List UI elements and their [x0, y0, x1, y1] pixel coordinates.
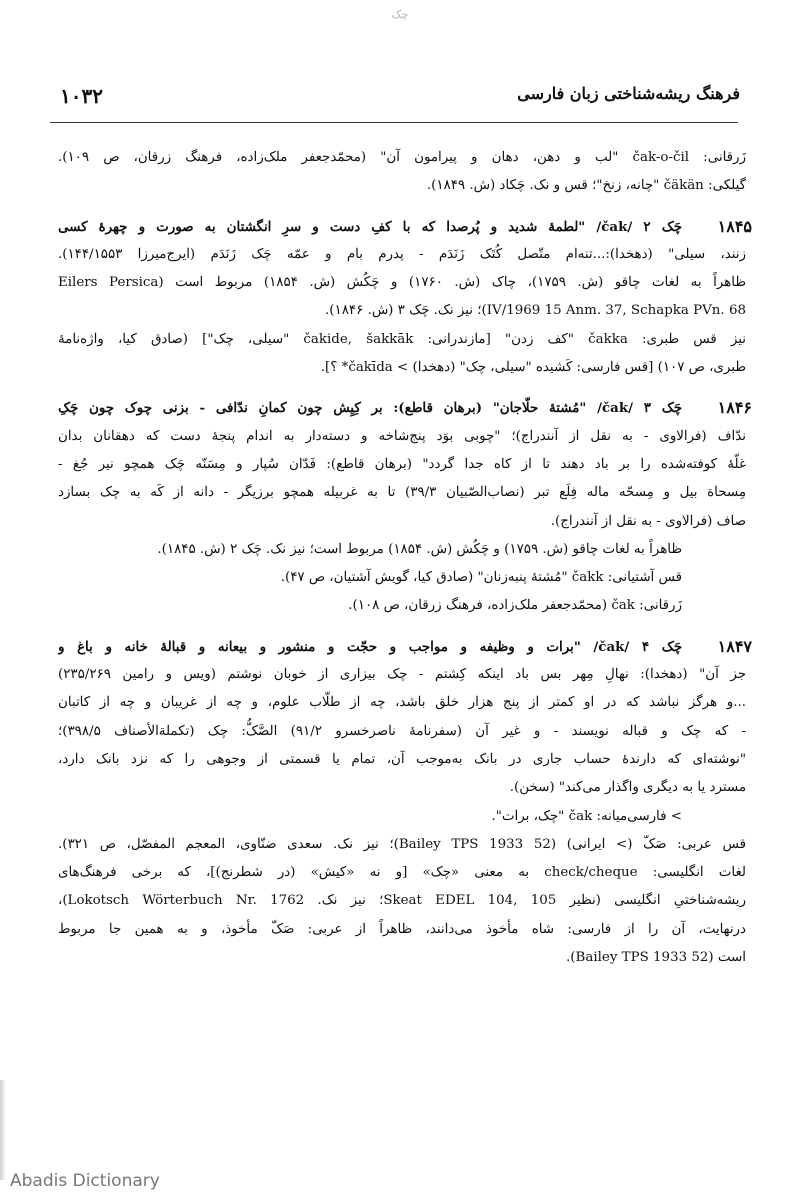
intro-paragraph — [58, 144, 746, 201]
page-header — [60, 84, 740, 114]
text-line: "نوشته‌ای که دارندهٔ حساب جاری در بانک به‌موجب آن، تمام یا قسمتی از وجوهی را که نزد بانک دارد، — [58, 751, 746, 767]
text-line: صاف (فرالاوی - به نقل از آنندراج). — [550, 513, 746, 529]
text-line: ...و هرگز نباشد که در او کمتر از پنج هزار خلق باشد، چه از طلّاب علوم، و چه از غریبان و چه از کاتبان — [58, 695, 746, 711]
text-line: جز آن" (دهخدا): نهالِ مِهر بس باد اینکه کِشتم - چک بیزاری از خوبان نوشتم (ویس و رامین ۲۳۵/۲۶۹) — [58, 667, 746, 683]
header-rule — [50, 122, 738, 123]
text-line: درنهایت، آن را از فارسی: شاه مأخوذ می‌دانند، ظاهراً از عربی: صَکّ مأخوذ، و به همین جا مربوط — [58, 921, 746, 937]
text-line: ندّاف (فرالاوی - به نقل از آنندراج)؛ "چوبی بوَد پنج‌شاخه و دسته‌دار به اندام پنجهٔ دست که دهقانان بدان — [58, 428, 746, 444]
text-line: ریشه‌شناختیِ انگلیسی (نظیر Skeat EDEL 104, 105؛ نیز نک. Lokotsch Wörterbuch Nr. 1762)، — [58, 893, 746, 909]
entry-number: ۱۸۴۵ — [717, 216, 752, 236]
entry-1847 — [58, 633, 752, 831]
text-line: IV/1969 15 Anm. 37, Schapka PVn. 68)؛ نیز نک. چَک ۳ (ش. ۱۸۴۶). — [325, 303, 746, 319]
text-line: مِسحاة بیل و مِسحّه ماله فِلَع تبر (نصاب‌الصّبیان ۳۹/۳) تا به غربیله همچو برزیگر - دانه از کَه به چک بسازد — [58, 485, 746, 501]
page-body — [58, 144, 752, 972]
text-line: زَرقانی: čak (محمّدجعفر ملک‌زاده، فرهنگ زرقان، ص ۱۰۸). — [348, 598, 682, 614]
page-number: ۱۰۳۲ — [60, 84, 103, 108]
text-line: > فارسی‌میانه: čak "چک، برات". — [491, 808, 682, 824]
text-line: گیلکی: čäkän "چانه، زنخ"؛ قس و نک. چَکاد (ش. ۱۸۴۹). — [426, 178, 746, 194]
page-spine-shadow — [0, 1080, 6, 1180]
text-line: غلّهٔ کوفته‌شده را بر باد دهند تا از کاه جدا گردد" (برهان قاطع): فَدّان سُپار و مِسَنّه چَک همچو نیر جُغ - — [58, 456, 746, 472]
text-line: لغات انگلیسی: check/cheque به معنی «چک» [و نه «کیش» (در شطرنج)]، که برخی فرهنگ‌های — [58, 865, 746, 881]
text-line: طبری، ص ۱۰۷) [قس فارسی: کَشیده "سیلی، چک" (دهخدا) > čakīda* ؟]. — [320, 360, 746, 376]
text-line: است (Bailey TPS 1933 52). — [566, 950, 746, 966]
text-line: زنند، سیلی" (دهخدا):...تنه‌ام متّصل کُتَک زَنَدَم - پدرم بام و عمّه چَک زَنَدَم (ایرج‌میرزا ۱۴۴/۱۵۵۳). — [58, 246, 746, 262]
running-head: چک — [391, 8, 409, 21]
text-line: قس عربی: صَکّ (> ایرانی) (Bailey TPS 1933 52)؛ نیز نک. سعدی ضنّاوی، المعجم المفصّل، ص ۳۲۱). — [58, 836, 746, 852]
entry-number: ۱۸۴۷ — [717, 636, 752, 656]
text-line: زَرقانی: čak-o-čil "لب و دهن، دهان و پیرامون آن" (محمّدجعفر ملک‌زاده، فرهنگ زرقان، ص ۱۰۹). — [58, 150, 746, 165]
watermark: Abadis Dictionary — [10, 1171, 160, 1191]
text-line: چَک ۲ /čak/ "لطمهٔ شدید و پُرصدا که با کفِ دست و سرِ انگشتان به صورت و چهرهٔ کسی — [58, 218, 682, 235]
text-line: - که چک و قباله نویسند - و غیر آن (سفرنامهٔ ناصرخسرو ۹۱/۲) الصَّکُّ: چک (تکملة‌الأصناف ۳۹۸/۵)؛ — [58, 723, 746, 739]
text-line: ظاهراً به لغات چاقو (ش. ۱۷۵۹)، چاک (ش. ۱۷۶۰) و چَکُش (ش. ۱۸۵۴) مربوط است (Eilers Persica — [58, 275, 746, 291]
text-line: چَک ۳ /čak/ "مُشتهٔ حلّاجان" (برهان قاطع): بر کِیِش چون کمانِ ندّافی - بزنی چوک چون چَکِ — [58, 400, 682, 417]
page-title: فرهنگ ریشه‌شناختی زبان فارسی — [517, 84, 740, 103]
text-line: نیز قس طبری: čakka "کف زدن" [مازندرانی: čakide, šakkāk "سیلی، چک"] (صادق کیا، واژه‌نامهٔ — [58, 331, 746, 347]
text-line: قس آشتیانی: čakk "مُشتهٔ پنبه‌زنان" (صادق کیا، گویش آشتیان، ص ۴۷). — [280, 570, 682, 586]
text-line: ظاهراً به لغات چاقو (ش. ۱۷۵۹) و چَکُش (ش. ۱۸۵۴) مربوط است؛ نیز نک. چَک ۲ (ش. ۱۸۴۵). — [157, 541, 682, 557]
entry-1846 — [58, 394, 752, 620]
closing-paragraph — [58, 831, 746, 972]
entry-number: ۱۸۴۶ — [717, 398, 752, 418]
entry-1845 — [58, 213, 752, 383]
text-line: چَک ۴ /čak/ "برات و وظیفه و مواجب و حجّت و منشور و بیعانه و قبالهٔ خانه و باغ و — [58, 638, 682, 655]
text-line: مسترد یا به دیگری واگذار می‌کند" (سخن). — [509, 780, 746, 796]
